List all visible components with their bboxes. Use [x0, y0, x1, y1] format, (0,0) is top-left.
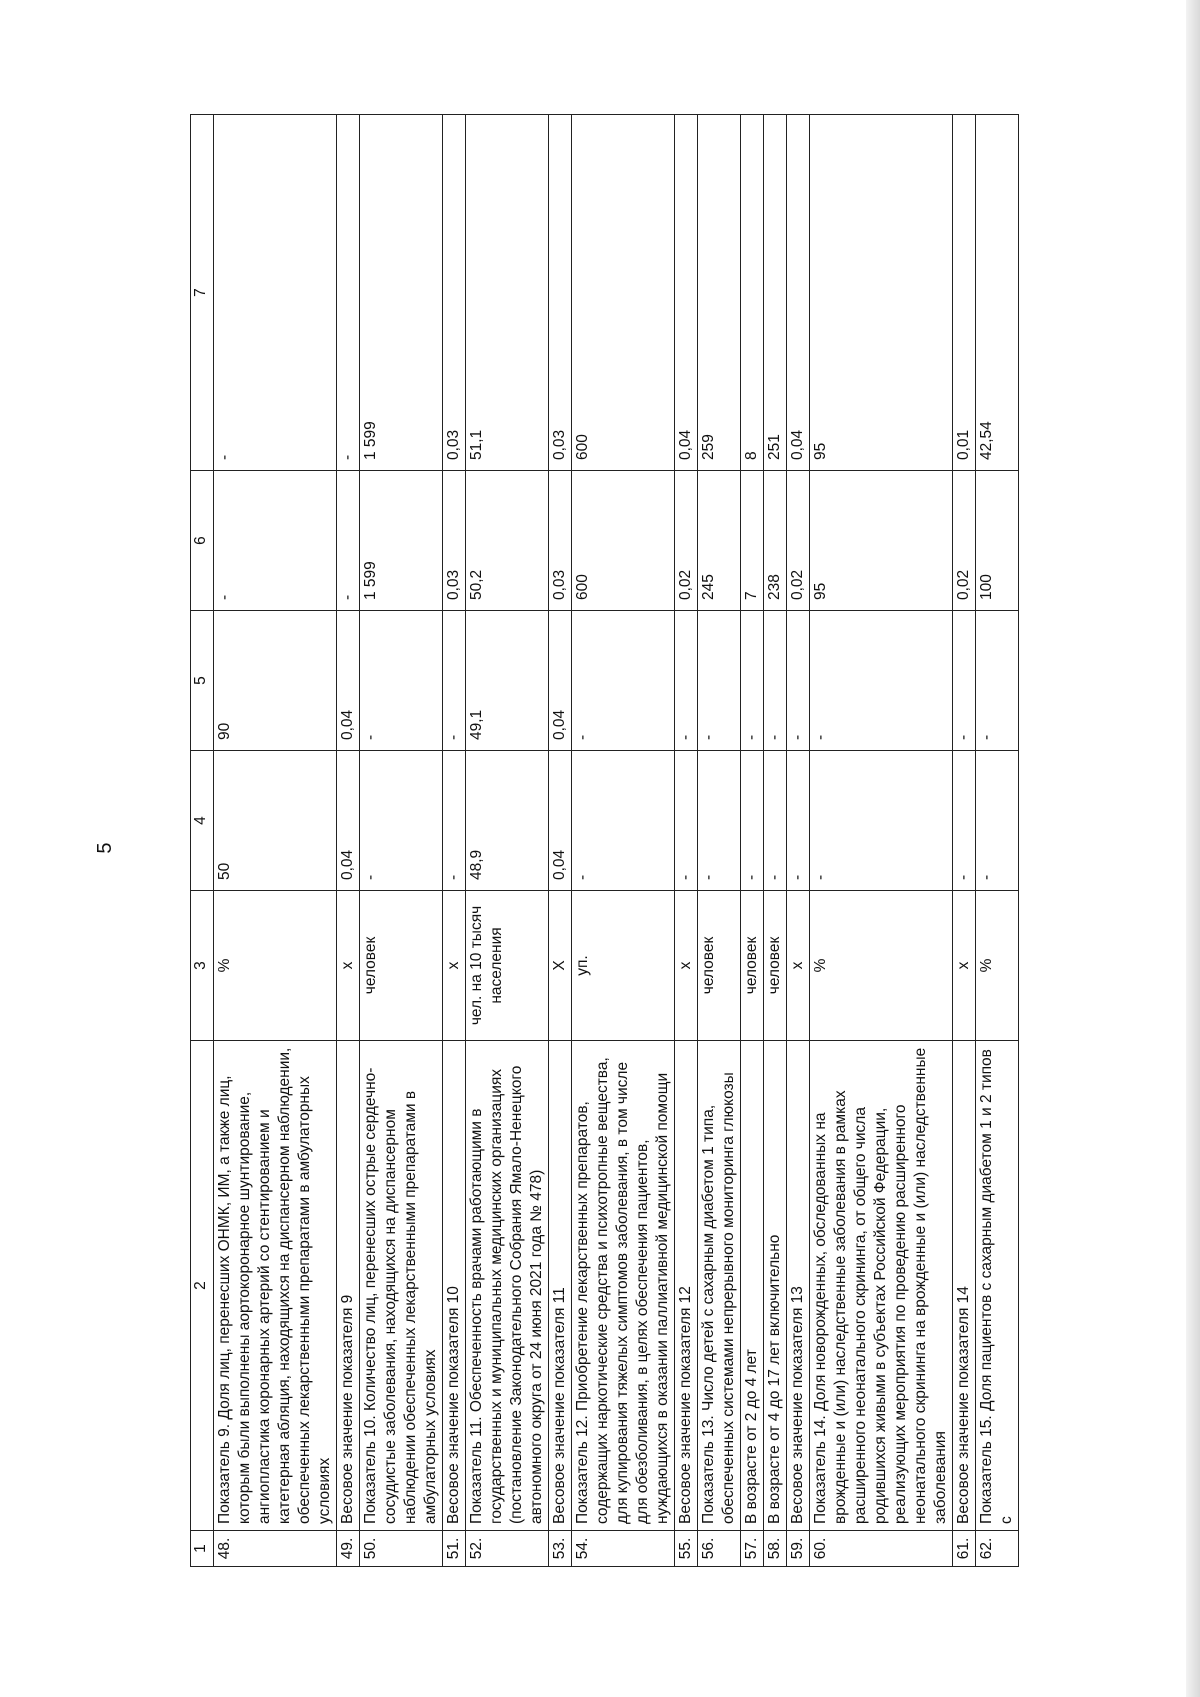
value-col-5: -	[810, 611, 953, 751]
value-col-4: -	[810, 751, 953, 891]
unit: %	[810, 891, 953, 1041]
indicator-name: Весовое значение показателя 10	[443, 1041, 466, 1531]
row-number: 56.	[698, 1531, 741, 1567]
unit: уп.	[572, 891, 675, 1041]
table-row	[337, 115, 360, 1567]
indicator-name: Показатель 10. Количество лиц, перенесших острые сердечно-сосудистые заболевания, находящихся на диспансерном наблюдении обеспеченных лекарственными препаратами в амбулаторных условиях	[360, 1041, 443, 1531]
header-col-1: 1	[191, 1531, 214, 1567]
row-number: 52.	[466, 1531, 549, 1567]
table-row	[214, 115, 337, 1567]
value-col-4: -	[764, 751, 787, 891]
value-col-4: -	[953, 751, 976, 891]
header-col-7: 7	[191, 115, 214, 471]
unit: человек	[764, 891, 787, 1041]
value-col-4: -	[976, 751, 1019, 891]
value-col-5: -	[953, 611, 976, 751]
unit: %	[976, 891, 1019, 1041]
value-col-6: 100	[976, 471, 1019, 611]
value-col-5: -	[976, 611, 1019, 751]
unit: Х	[549, 891, 572, 1041]
unit: х	[443, 891, 466, 1041]
header-col-3: 3	[191, 891, 214, 1041]
value-col-7: 42,54	[976, 115, 1019, 471]
indicator-name: Показатель 15. Доля пациентов с сахарным диабетом 1 и 2 типов с	[976, 1041, 1019, 1531]
value-col-5: -	[443, 611, 466, 751]
indicators-table	[190, 114, 1019, 1567]
unit: х	[675, 891, 698, 1041]
unit: х	[953, 891, 976, 1041]
value-col-7: -	[214, 115, 337, 471]
unit: чел. на 10 тысяч населения	[466, 891, 549, 1041]
rotated-table-wrapper	[190, 115, 1019, 1567]
value-col-6: 0,03	[443, 471, 466, 611]
value-col-4: 48,9	[466, 751, 549, 891]
header-col-5: 5	[191, 611, 214, 751]
value-col-5: -	[698, 611, 741, 751]
value-col-7: 259	[698, 115, 741, 471]
value-col-7: 51,1	[466, 115, 549, 471]
row-number: 60.	[810, 1531, 953, 1567]
value-col-5: -	[787, 611, 810, 751]
table-row	[360, 115, 443, 1567]
value-col-7: 95	[810, 115, 953, 471]
value-col-6: 600	[572, 471, 675, 611]
indicator-name: Показатель 14. Доля новорожденных, обследованных на врожденные и (или) наследственные заболевания в рамках расширенного неонатального скрининга, от общего числа родившихся живыми в субъектах Российской Федерации, реализующих мероприятия по проведению расширенного неонатального скрининга на врожденные и (или) наследственные заболевания	[810, 1041, 953, 1531]
value-col-5: -	[741, 611, 764, 751]
unit: человек	[698, 891, 741, 1041]
value-col-6: -	[214, 471, 337, 611]
table-row	[572, 115, 675, 1567]
table-row	[764, 115, 787, 1567]
value-col-6: 7	[741, 471, 764, 611]
value-col-6: 0,03	[549, 471, 572, 611]
value-col-4: 0,04	[337, 751, 360, 891]
indicator-name: Показатель 13. Число детей с сахарным диабетом 1 типа, обеспеченных системами непрерывного мониторинга глюкозы	[698, 1041, 741, 1531]
indicator-name: Показатель 9. Доля лиц, перенесших ОНМК, ИМ, а также лиц, которым были выполнены аортокоронарное шунтирование, ангиопластика коронарных артерий со стентированием и катетерная абляция, находящихся на диспансерном наблюдении, обеспеченных лекарственными препаратами в амбулаторных условиях	[214, 1041, 337, 1531]
indicator-name: Весовое значение показателя 9	[337, 1041, 360, 1531]
header-col-6: 6	[191, 471, 214, 611]
value-col-5: -	[675, 611, 698, 751]
header-col-4: 4	[191, 751, 214, 891]
page-number: 5	[94, 842, 116, 854]
unit: человек	[741, 891, 764, 1041]
value-col-6: 0,02	[787, 471, 810, 611]
value-col-7: 251	[764, 115, 787, 471]
value-col-6: -	[337, 471, 360, 611]
value-col-7: 0,04	[787, 115, 810, 471]
value-col-4: 50	[214, 751, 337, 891]
row-number: 49.	[337, 1531, 360, 1567]
value-col-4: -	[360, 751, 443, 891]
table-row	[810, 115, 953, 1567]
indicator-name: Показатель 11. Обеспеченность врачами работающими в государственных и муниципальных медицинских организациях (постановление Законодательного Собрания Ямало-Ненецкого автономного округа от 24 июня 2021 года № 478)	[466, 1041, 549, 1531]
value-col-5: -	[764, 611, 787, 751]
value-col-4: -	[572, 751, 675, 891]
value-col-7: 0,01	[953, 115, 976, 471]
value-col-7: 0,03	[549, 115, 572, 471]
table-row	[953, 115, 976, 1567]
value-col-4: -	[675, 751, 698, 891]
unit: х	[787, 891, 810, 1041]
value-col-5: 90	[214, 611, 337, 751]
value-col-6: 0,02	[675, 471, 698, 611]
row-number: 55.	[675, 1531, 698, 1567]
row-number: 62.	[976, 1531, 1019, 1567]
indicator-name: Весовое значение показателя 11	[549, 1041, 572, 1531]
value-col-5: -	[572, 611, 675, 751]
table-row	[787, 115, 810, 1567]
header-row	[191, 115, 214, 1567]
row-number: 59.	[787, 1531, 810, 1567]
table-row	[549, 115, 572, 1567]
header-col-2: 2	[191, 1041, 214, 1531]
value-col-7: 0,03	[443, 115, 466, 471]
table-row	[698, 115, 741, 1567]
value-col-5: 0,04	[337, 611, 360, 751]
row-number: 48.	[214, 1531, 337, 1567]
row-number: 51.	[443, 1531, 466, 1567]
value-col-6: 245	[698, 471, 741, 611]
value-col-7: 1 599	[360, 115, 443, 471]
indicator-name: В возрасте от 2 до 4 лет	[741, 1041, 764, 1531]
unit: х	[337, 891, 360, 1041]
value-col-4: 0,04	[549, 751, 572, 891]
value-col-7: 8	[741, 115, 764, 471]
row-number: 54.	[572, 1531, 675, 1567]
row-number: 57.	[741, 1531, 764, 1567]
row-number: 53.	[549, 1531, 572, 1567]
indicator-name: Весовое значение показателя 14	[953, 1041, 976, 1531]
value-col-7: -	[337, 115, 360, 471]
value-col-7: 0,04	[675, 115, 698, 471]
value-col-4: -	[443, 751, 466, 891]
row-number: 58.	[764, 1531, 787, 1567]
unit: человек	[360, 891, 443, 1041]
value-col-4: -	[787, 751, 810, 891]
table-row	[675, 115, 698, 1567]
value-col-6: 1 599	[360, 471, 443, 611]
value-col-6: 0,02	[953, 471, 976, 611]
value-col-6: 50,2	[466, 471, 549, 611]
table-row	[443, 115, 466, 1567]
indicator-name: Весовое значение показателя 12	[675, 1041, 698, 1531]
value-col-5: -	[360, 611, 443, 751]
value-col-5: 0,04	[549, 611, 572, 751]
table-row	[466, 115, 549, 1567]
unit: %	[214, 891, 337, 1041]
indicator-name: В возрасте от 4 до 17 лет включительно	[764, 1041, 787, 1531]
indicator-name: Весовое значение показателя 13	[787, 1041, 810, 1531]
value-col-7: 600	[572, 115, 675, 471]
value-col-6: 95	[810, 471, 953, 611]
value-col-5: 49,1	[466, 611, 549, 751]
row-number: 50.	[360, 1531, 443, 1567]
value-col-4: -	[741, 751, 764, 891]
value-col-6: 238	[764, 471, 787, 611]
table-row	[976, 115, 1019, 1567]
page-edge	[1186, 0, 1200, 1697]
row-number: 61.	[953, 1531, 976, 1567]
value-col-4: -	[698, 751, 741, 891]
table-row	[741, 115, 764, 1567]
indicator-name: Показатель 12. Приобретение лекарственных препаратов, содержащих наркотические средства и психотропные вещества, для купирования тяжелых симптомов заболевания, в том числе для обезболивания, в целях обеспечения пациентов, нуждающихся в оказании паллиативной медицинской помощи	[572, 1041, 675, 1531]
